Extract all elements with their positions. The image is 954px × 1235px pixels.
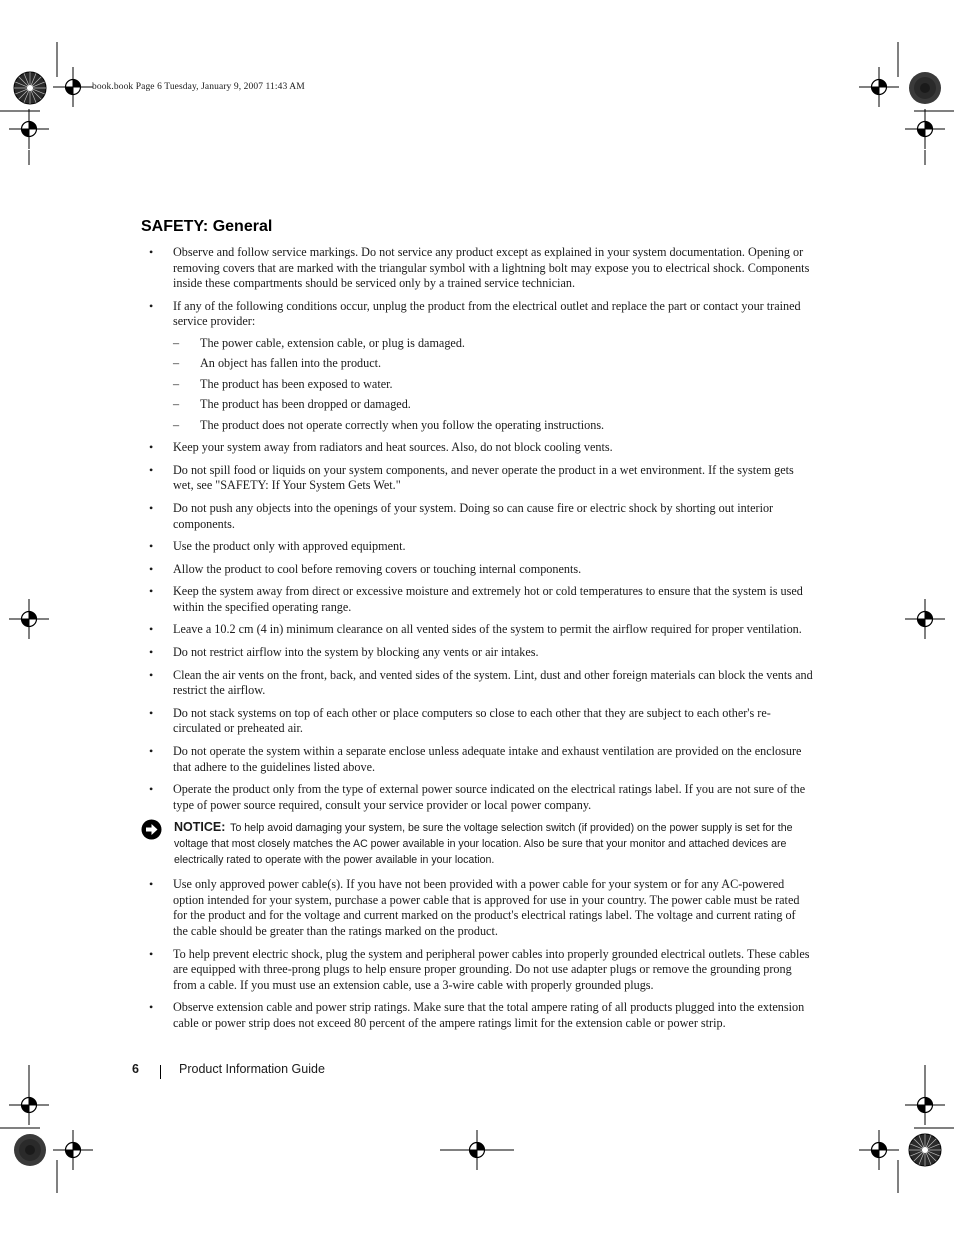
list-item: • Leave a 10.2 cm (4 in) minimum clearance on all vented sides of the system to permit the airflow required for proper ventilation. [141,622,813,638]
notice-box [141,820,813,868]
registration-star-bottom-left [14,1134,46,1166]
registration-star-top-right [909,72,941,104]
list-item: • Do not operate the system within a separate enclose unless adequate intake and exhaust ventilation are provided on the enclosure that adhere to the guidelines listed above. [141,744,813,775]
registration-mark-left-middle [9,599,49,639]
registration-mark-right-upper [905,109,945,149]
list-item: • To help prevent electric shock, plug the system and peripheral power cables into properly grounded electrical outlets. These cables are equipped with three-prong plugs to help ensure proper grounding. Do not use adapter plugs or remove the grounding prong from a cable. If you must use an extension cable, use a 3-wire cable with properly grounded plugs. [141,947,813,994]
list-item: • Observe extension cable and power strip ratings. Make sure that the total ampere rating of all products plugged into the extension cable or power strip does not exceed 80 percent of the ampere ratings limit for the extension cable or power strip. [141,1000,813,1031]
footer-divider [160,1065,161,1079]
print-slug: book.book Page 6 Tuesday, January 9, 2007 11:43 AM [92,82,305,92]
notice-arrow-icon [141,819,162,840]
registration-mark-right-middle [905,599,945,639]
list-item: • Use the product only with approved equipment. [141,539,813,555]
list-item: • Do not spill food or liquids on your system components, and never operate the product in a wet environment. If the system gets wet, see "SAFETY: If Your System Gets Wet." [141,463,813,494]
footer-title: Product Information Guide [179,1062,325,1076]
safety-list [141,245,813,813]
list-item: • Do not push any objects into the openings of your system. Doing so can cause fire or electric shock by shorting out interior components. [141,501,813,532]
page-number: 6 [132,1062,139,1076]
list-item: • Keep the system away from direct or excessive moisture and extremely hot or cold temperatures to ensure that the system is used within the specified operating range. [141,584,813,615]
list-item: • Operate the product only from the type of external power source indicated on the electrical ratings label. If you are not sure of the type of power source required, consult your service provider or local power company. [141,782,813,813]
registration-star-top-left [14,72,46,104]
list-item: • Clean the air vents on the front, back, and vented sides of the system. Lint, dust and other foreign materials can block the vents and restrict the airflow. [141,668,813,699]
list-item-conditions [141,299,813,433]
condition-item: – The product has been dropped or damaged. [173,397,813,413]
section-title: SAFETY: General [141,218,273,235]
list-item: • Do not restrict airflow into the system by blocking any vents or air intakes. [141,645,813,661]
registration-mark-left-upper [9,109,49,149]
conditions-list [173,336,813,433]
list-item: • Observe and follow service markings. Do not service any product except as explained in your system documentation. Opening or removing covers that are marked with the triangular symbol with a lightning bolt may expose you to electrical shock. Components inside these compartments should be serviced only by a trained service technician. [141,245,813,292]
registration-mark-bottom-left [53,1130,93,1170]
list-item: • Allow the product to cool before removing covers or touching internal components. [141,562,813,578]
registration-mark-right-lower [905,1085,945,1125]
notice-text: To help avoid damaging your system, be sure the voltage selection switch (if provided) on the power supply is set for the voltage that most closely matches the AC power available in your location. Also be sure that your monitor and attached devices are electrically rated to operate with the power available in your location. [174,822,793,866]
list-item: • Use only approved power cable(s). If you have not been provided with a power cable for your system or for any AC-powered option intended for your system, purchase a power cable that is approved for use in your country. The power cable must be rated for the product and for the voltage and current marked on the product's electrical ratings label. The voltage and current rating of the cable should be greater than the ratings marked on the product. [141,877,813,939]
registration-mark-bottom-right [859,1130,899,1170]
condition-item: – The product does not operate correctly when you follow the operating instructions. [173,418,813,434]
registration-mark-top-left [53,67,93,107]
condition-item: – The product has been exposed to water. [173,377,813,393]
registration-mark-left-lower [9,1085,49,1125]
conditions-intro: If any of the following conditions occur, unplug the product from the electrical outlet and replace the part or contact your trained service provider: [173,298,801,329]
registration-star-bottom-right [909,1134,941,1166]
condition-item: – The power cable, extension cable, or plug is damaged. [173,336,813,352]
power-safety-list [141,877,813,1031]
notice-label: NOTICE: [174,820,226,835]
condition-item: – An object has fallen into the product. [173,356,813,372]
list-item: • Keep your system away from radiators and heat sources. Also, do not block cooling vents. [141,440,813,456]
registration-mark-top-right [859,67,899,107]
list-item: • Do not stack systems on top of each other or place computers so close to each other that they are subject to each other's re-circulated or preheated air. [141,706,813,737]
page-content [141,218,813,1039]
